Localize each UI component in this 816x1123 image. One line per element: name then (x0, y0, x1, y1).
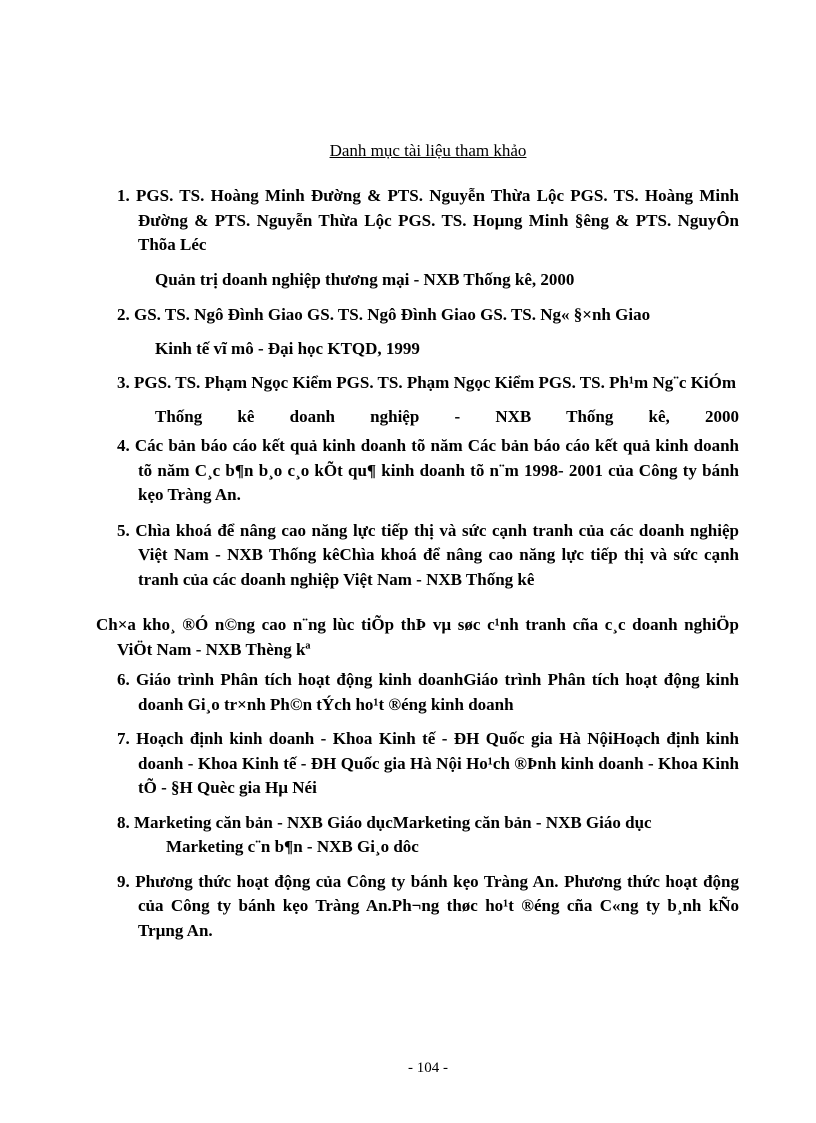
reference-3-authors: 3. PGS. TS. Phạm Ngọc Kiểm PGS. TS. Phạm Ngọc Kiểm PGS. TS. Ph¹m Ng¨c KiÓm (117, 373, 737, 392)
reference-list (96, 184, 739, 943)
reference-1-title: Quản trị doanh nghiệp thương mại - NXB Thống kê, 2000 (155, 269, 575, 289)
reference-4: 4. Các bản báo cáo kết quả kinh doanh tõ năm Các bản báo cáo kết quả kinh doanh tõ năm C¸c b¶n b¸o c¸o kÕt qu¶ kinh doanh tõ n¨m 1998- 2001 của Công ty bánh kẹo Tràng An. (117, 436, 739, 504)
reference-8: 8. Marketing căn bản - NXB Giáo dụcMarketing căn bản - NXB Giáo dục (117, 812, 652, 832)
reference-3-title: Thống kê doanh nghiệp - NXB Thống kê, 2000 (155, 406, 739, 426)
reference-2-title: Kinh tế vĩ mô - Đại học KTQD, 1999 (155, 338, 420, 358)
reference-1-authors: 1. PGS. TS. Hoàng Minh Đường & PTS. Nguyễn Thừa Lộc PGS. TS. Hoàng Minh Đường & PTS. Nguyễn Thừa Lộc PGS. TS. Hoµng Minh §êng & PTS. NguyÔn Thõa Léc (117, 186, 739, 254)
reference-6: 6. Giáo trình Phân tích hoạt động kinh doanhGiáo trình Phân tích hoạt động kinh doanh Gi¸o tr×nh Ph©n tÝch ho¹t ®éng kinh doanh (117, 670, 739, 714)
reference-7: 7. Hoạch định kinh doanh - Khoa Kinh tế - ĐH Quốc gia Hà NộiHoạch định kinh doanh - Khoa Kinh tế - ĐH Quốc gia Hà Nội Ho¹ch ®Þnh kinh doanh - Khoa Kinh tÕ - §H Quèc gia Hµ Néi (117, 729, 739, 797)
page-title: Danh mục tài liệu tham khảo (329, 141, 527, 160)
reference-2-authors: 2. GS. TS. Ngô Đình Giao GS. TS. Ngô Đình Giao GS. TS. Ng« §×nh Giao (117, 305, 651, 324)
reference-5: 5. Chìa khoá để nâng cao năng lực tiếp thị và sức cạnh tranh của các doanh nghiệp Việt Nam - NXB Thống kêChìa khoá để nâng cao năng lực tiếp thị và sức cạnh tranh của các doanh nghiệp Việt Nam - NXB Thống kê (117, 520, 739, 589)
reference-5-legacy: Ch×a kho¸ ®Ó n©ng cao n¨ng lùc tiÕp thÞ vµ søc c¹nh tranh cña c¸c doanh nghiÖp ViÖt Nam - NXB Thèng kª (96, 615, 739, 659)
page-number: - 104 - (408, 1060, 448, 1076)
reference-8-legacy: Marketing c¨n b¶n - NXB Gi¸o dôc (166, 837, 419, 856)
reference-9: 9. Phương thức hoạt động của Công ty bánh kẹo Tràng An. Phương thức hoạt động của Công ty bánh kẹo Tràng An.Ph¬ng thøc ho¹t ®éng cña C«ng ty b¸nh kÑo Trµng An. (117, 871, 739, 940)
